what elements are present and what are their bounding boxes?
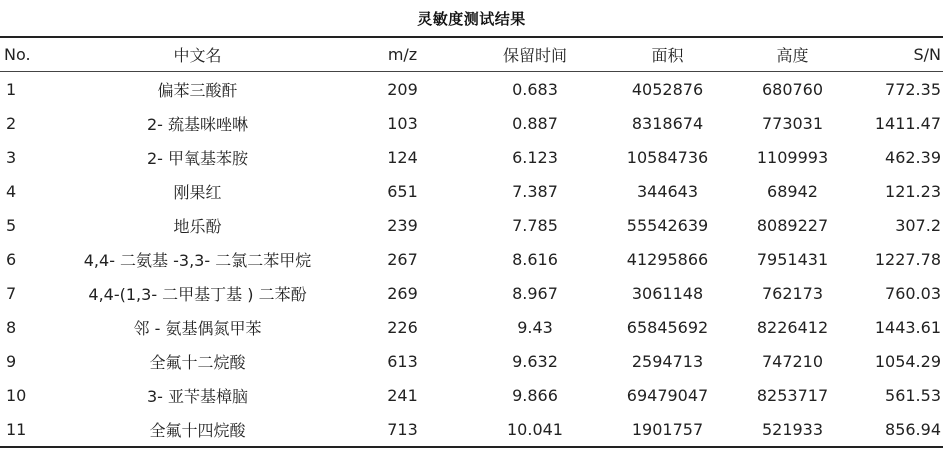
cell-retention-time: 7.387 bbox=[512, 181, 558, 201]
cell-mz: 613 bbox=[387, 351, 418, 371]
cell-sn: 121.23 bbox=[885, 181, 941, 201]
cell-height: 8253717 bbox=[756, 385, 829, 405]
cell-area: 4052876 bbox=[631, 79, 704, 99]
table-row bbox=[0, 174, 943, 208]
cell-height: 521933 bbox=[730, 412, 855, 447]
cell-mz: 226 bbox=[387, 317, 418, 337]
cell-area: 344643 bbox=[636, 181, 699, 201]
cell-sn: 462.39 bbox=[885, 147, 941, 167]
cell-retention-time: 9.43 bbox=[517, 317, 553, 337]
header-height: 高度 bbox=[730, 37, 855, 72]
cell-mz: 209 bbox=[387, 79, 418, 99]
cell-retention-time: 7.785 bbox=[512, 215, 558, 235]
cell-retention-time: 0.683 bbox=[512, 79, 558, 99]
table-row bbox=[0, 378, 943, 412]
cell-mz: 267 bbox=[387, 249, 418, 269]
cell-no: 5 bbox=[6, 215, 17, 235]
cell-mz: 124 bbox=[387, 147, 418, 167]
header-retention-time: 保留时间 bbox=[465, 37, 605, 72]
cell-name: 3- 亚苄基樟脑 bbox=[146, 386, 249, 406]
cell-height: 1109993 bbox=[756, 147, 829, 167]
cell-sn: 307.2 bbox=[895, 215, 941, 235]
cell-name: 4,4- 二氨基 -3,3- 二氯二苯甲烷 bbox=[83, 250, 312, 270]
header-area: 面积 bbox=[605, 37, 730, 72]
cell-height: 7951431 bbox=[756, 249, 829, 269]
header-row bbox=[0, 37, 943, 72]
cell-sn: 561.53 bbox=[885, 385, 941, 405]
cell-no: 11 bbox=[0, 412, 55, 447]
cell-area: 69479047 bbox=[626, 385, 709, 405]
table-title: 灵敏度测试结果 bbox=[417, 10, 526, 28]
cell-height: 8089227 bbox=[756, 215, 829, 235]
cell-height: 68942 bbox=[767, 181, 818, 201]
cell-area: 2594713 bbox=[631, 351, 704, 371]
cell-height: 773031 bbox=[761, 113, 824, 133]
cell-height: 762173 bbox=[761, 283, 824, 303]
cell-no: 8 bbox=[6, 317, 17, 337]
cell-name: 全氟十四烷酸 bbox=[55, 412, 340, 447]
cell-sn: 1054.29 bbox=[874, 351, 941, 371]
table-header bbox=[0, 37, 943, 72]
cell-retention-time: 8.616 bbox=[512, 249, 558, 269]
cell-area: 65845692 bbox=[626, 317, 709, 337]
cell-height: 747210 bbox=[761, 351, 824, 371]
cell-no: 4 bbox=[6, 181, 17, 201]
table-row bbox=[0, 276, 943, 310]
cell-mz: 241 bbox=[387, 385, 418, 405]
cell-mz: 651 bbox=[387, 181, 418, 201]
cell-mz: 713 bbox=[340, 412, 465, 447]
cell-mz: 239 bbox=[387, 215, 418, 235]
cell-mz: 103 bbox=[387, 113, 418, 133]
cell-name: 4,4-(1,3- 二甲基丁基 ) 二苯酚 bbox=[88, 284, 307, 304]
header-name: 中文名 bbox=[55, 37, 340, 72]
cell-name: 2- 巯基咪唑啉 bbox=[146, 114, 249, 134]
cell-area: 1901757 bbox=[605, 412, 730, 447]
cell-area: 55542639 bbox=[626, 215, 709, 235]
cell-height: 8226412 bbox=[756, 317, 829, 337]
cell-no: 2 bbox=[6, 113, 17, 133]
cell-area: 10584736 bbox=[626, 147, 709, 167]
table-row bbox=[0, 242, 943, 276]
table-row bbox=[0, 140, 943, 174]
cell-no: 9 bbox=[6, 351, 17, 371]
cell-area: 3061148 bbox=[631, 283, 704, 303]
cell-no: 1 bbox=[6, 79, 17, 99]
cell-no: 6 bbox=[6, 249, 17, 269]
cell-name: 刚果红 bbox=[173, 182, 222, 202]
cell-retention-time: 0.887 bbox=[512, 113, 558, 133]
cell-name: 邻 - 氨基偶氮甲苯 bbox=[133, 318, 262, 338]
cell-retention-time: 10.041 bbox=[465, 412, 605, 447]
cell-name: 全氟十二烷酸 bbox=[149, 352, 246, 372]
cell-mz: 269 bbox=[387, 283, 418, 303]
results-table bbox=[0, 36, 943, 448]
table-body bbox=[0, 72, 943, 448]
cell-height: 680760 bbox=[761, 79, 824, 99]
cell-name: 偏苯三酸酐 bbox=[157, 80, 238, 100]
header-no: No. bbox=[0, 37, 55, 72]
header-sn: S/N bbox=[855, 37, 943, 72]
table-row bbox=[0, 72, 943, 107]
cell-no: 3 bbox=[6, 147, 17, 167]
cell-sn: 760.03 bbox=[885, 283, 941, 303]
table-row bbox=[0, 412, 943, 447]
cell-sn: 1443.61 bbox=[874, 317, 941, 337]
cell-name: 2- 甲氧基苯胺 bbox=[146, 148, 249, 168]
cell-no: 7 bbox=[6, 283, 17, 303]
table-row bbox=[0, 208, 943, 242]
cell-retention-time: 9.866 bbox=[512, 385, 558, 405]
cell-retention-time: 9.632 bbox=[512, 351, 558, 371]
cell-area: 41295866 bbox=[626, 249, 709, 269]
table-row bbox=[0, 106, 943, 140]
table-row bbox=[0, 344, 943, 378]
cell-no: 10 bbox=[6, 385, 27, 405]
header-mz: m/z bbox=[340, 37, 465, 72]
cell-sn: 1411.47 bbox=[874, 113, 941, 133]
cell-area: 8318674 bbox=[631, 113, 704, 133]
cell-name: 地乐酚 bbox=[173, 216, 222, 236]
cell-sn: 772.35 bbox=[885, 79, 941, 99]
cell-retention-time: 6.123 bbox=[512, 147, 558, 167]
cell-sn: 1227.78 bbox=[874, 249, 941, 269]
table-row bbox=[0, 310, 943, 344]
cell-retention-time: 8.967 bbox=[512, 283, 558, 303]
cell-sn: 856.94 bbox=[855, 412, 943, 447]
